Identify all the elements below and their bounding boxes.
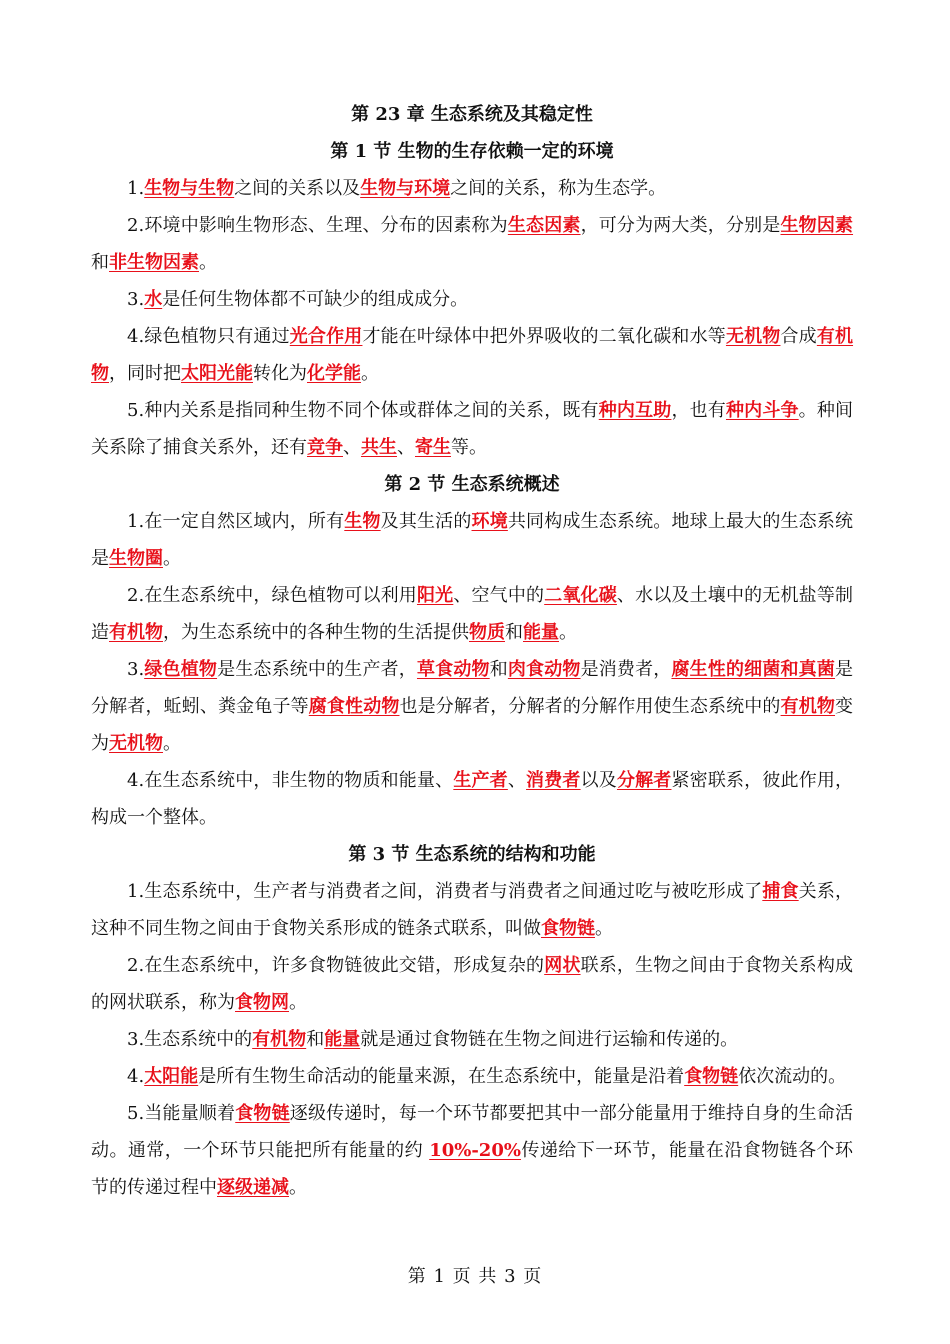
text-run: 4.在生态系统中，非生物的物质和能量、 <box>127 770 454 791</box>
text-run: 、 <box>507 770 527 791</box>
keyword-answer: 环境 <box>471 511 508 532</box>
keyword-answer: 腐生性的细菌和真菌 <box>671 659 836 680</box>
keyword-answer: 逐级递减 <box>217 1177 289 1198</box>
list-item <box>91 873 853 947</box>
list-item <box>91 1095 853 1206</box>
text-run: 3. <box>127 659 145 680</box>
keyword-answer: 分解者 <box>616 770 672 791</box>
keyword-answer: 生物圈 <box>109 548 163 569</box>
keyword-answer: 化学能 <box>307 363 361 384</box>
text-run: 1.生态系统中，生产者与消费者之间，消费者与消费者之间通过吃与被吃形成了 <box>127 881 763 902</box>
keyword-answer: 生物因素 <box>780 215 854 236</box>
text-run: 关系，这种不同生物之间由于食物关系形成的链条式联系，叫做 <box>91 881 854 939</box>
keyword-answer: 食物链 <box>684 1066 739 1087</box>
text-run: 是生态系统中的生产者， <box>217 659 417 680</box>
text-run: ，也有 <box>671 400 726 421</box>
text-run: 3. <box>127 289 145 310</box>
list-item <box>91 1021 853 1058</box>
text-run: 、 <box>343 437 361 458</box>
text-run: 2.在生态系统中，绿色植物可以利用 <box>127 585 417 606</box>
keyword-answer: 阳光 <box>416 585 454 606</box>
keyword-answer: 寄生 <box>415 437 451 458</box>
keyword-answer: 无机物 <box>725 326 781 347</box>
section-title: 第 3 节 生态系统的结构和功能 <box>348 844 596 865</box>
text-run: 5.当能量顺着 <box>127 1103 236 1124</box>
chapter-title: 第 23 章 生态系统及其稳定性 <box>351 104 593 125</box>
keyword-answer: 光合作用 <box>289 326 363 347</box>
text-run: 才能在叶绿体中把外界吸收的二氧化碳和水等 <box>362 326 726 347</box>
text-run: 2.环境中影响生物形态、生理、分布的因素称为 <box>127 215 508 236</box>
page-footer: 第 1 页 共 3 页 <box>407 1266 543 1287</box>
list-item <box>91 281 853 318</box>
text-run: 是消费者， <box>580 659 672 680</box>
keyword-answer: 水 <box>144 289 163 310</box>
text-run: 就是通过食物链在生物之间进行运输和传递的。 <box>360 1029 739 1050</box>
list-item <box>91 503 853 577</box>
list-item <box>91 762 853 836</box>
text-run: 和 <box>489 659 508 680</box>
text-run: 依次流动的。 <box>738 1066 847 1087</box>
text-run: 等。 <box>451 437 487 458</box>
text-run: 。 <box>595 918 613 939</box>
keyword-answer: 有机物 <box>252 1029 307 1050</box>
text-run: 和 <box>505 622 523 643</box>
keyword-answer: 食物链 <box>541 918 595 939</box>
text-run: 、空气中的 <box>453 585 545 606</box>
text-run: 合成 <box>780 326 817 347</box>
keyword-answer: 绿色植物 <box>144 659 218 680</box>
keyword-answer: 种内互助 <box>598 400 672 421</box>
keyword-answer: 腐食性动物 <box>308 696 400 717</box>
keyword-answer: 网状 <box>544 955 581 976</box>
keyword-answer: 能量 <box>523 622 559 643</box>
text-run: 是分解者，蚯蚓、粪金龟子等 <box>91 659 854 717</box>
keyword-answer: 肉食动物 <box>507 659 581 680</box>
keyword-answer: 生物 <box>344 511 381 532</box>
keyword-answer: 无机物 <box>109 733 163 754</box>
keyword-answer: 食物网 <box>235 992 289 1013</box>
text-run: 变为 <box>91 696 854 754</box>
text-run: 之间的关系，称为生态学。 <box>450 178 667 199</box>
keyword-answer: 生态因素 <box>507 215 581 236</box>
text-run: ，为生态系统中的各种生物的生活提供 <box>163 622 469 643</box>
keyword-answer: 捕食 <box>762 881 799 902</box>
keyword-answer: 物质 <box>469 622 505 643</box>
text-run: 逐级传递时，每一个环节都要把其中一部分能量用于维持自身的生命活动。通常，一个环节只能把所有能量的约 <box>91 1103 854 1161</box>
keyword-answer: 10%-20% <box>429 1140 521 1161</box>
text-run: 。 <box>361 363 379 384</box>
text-run: 1. <box>127 178 145 199</box>
keyword-answer: 太阳能 <box>144 1066 199 1087</box>
section-title: 第 2 节 生态系统概述 <box>384 474 560 495</box>
text-run: 及其生活的 <box>380 511 472 532</box>
keyword-answer: 有机物 <box>780 696 836 717</box>
keyword-answer: 消费者 <box>526 770 581 791</box>
text-run: 转化为 <box>253 363 307 384</box>
text-run: 也是分解者，分解者的分解作用使生态系统中的 <box>399 696 781 717</box>
text-run: 3.生态系统中的 <box>127 1029 253 1050</box>
keyword-answer: 竞争 <box>307 437 343 458</box>
keyword-answer: 食物链 <box>235 1103 290 1124</box>
text-run: 。种间关系除了捕食关系外，还有 <box>91 400 854 458</box>
text-run: 是任何生物体都不可缺少的组成成分。 <box>162 289 469 310</box>
text-run: 。 <box>559 622 577 643</box>
text-run: 。 <box>163 733 181 754</box>
text-run: 紧密联系，彼此作用，构成一个整体。 <box>91 770 854 828</box>
keyword-answer: 有机物 <box>109 622 163 643</box>
text-run: 。 <box>199 252 217 273</box>
keyword-answer: 草食动物 <box>416 659 490 680</box>
list-item <box>91 207 853 281</box>
text-run: 联系，生物之间由于食物关系构成的网状联系，称为 <box>91 955 854 1013</box>
keyword-answer: 生物与生物 <box>144 178 235 199</box>
keyword-answer: 有机物 <box>91 326 854 384</box>
text-run: 是所有生物生命活动的能量来源，在生态系统中，能量是沿着 <box>198 1066 685 1087</box>
section-title: 第 1 节 生物的生存依赖一定的环境 <box>330 141 614 162</box>
text-run: 5.种内关系是指同种生物不同个体或群体之间的关系，既有 <box>127 400 599 421</box>
text-run: 。 <box>289 992 307 1013</box>
text-run: 。 <box>289 1177 307 1198</box>
list-item <box>91 318 853 392</box>
document-page <box>91 96 853 1206</box>
text-run: 、水以及土壤中的无机盐等制造 <box>91 585 854 643</box>
text-run: ，同时把 <box>109 363 181 384</box>
text-run: 。 <box>163 548 181 569</box>
keyword-answer: 二氧化碳 <box>544 585 617 606</box>
keyword-answer: 能量 <box>324 1029 361 1050</box>
text-run: 共同构成生态系统。地球上最大的生态系统是 <box>91 511 854 569</box>
text-run: ，可分为两大类，分别是 <box>580 215 781 236</box>
text-run: 1.在一定自然区域内，所有 <box>127 511 345 532</box>
list-item <box>91 947 853 1021</box>
list-item <box>91 577 853 651</box>
text-run: 4. <box>127 1066 145 1087</box>
text-run: 2.在生态系统中，许多食物链彼此交错，形成复杂的 <box>127 955 545 976</box>
text-run: 和 <box>306 1029 325 1050</box>
list-item <box>91 392 853 466</box>
text-run: 传递给下一环节，能量在沿食物链各个环节的传递过程中 <box>91 1140 853 1198</box>
text-run: 以及 <box>580 770 617 791</box>
list-item <box>91 1058 853 1095</box>
text-run: 4.绿色植物只有通过 <box>127 326 290 347</box>
list-item <box>91 170 853 207</box>
keyword-answer: 太阳光能 <box>181 363 253 384</box>
text-run: 、 <box>397 437 415 458</box>
text-run: 之间的关系以及 <box>234 178 361 199</box>
keyword-answer: 共生 <box>361 437 397 458</box>
text-run: 和 <box>91 252 109 273</box>
sections-container <box>91 133 853 1206</box>
keyword-answer: 种内斗争 <box>725 400 799 421</box>
keyword-answer: 非生物因素 <box>109 252 199 273</box>
list-item <box>91 651 853 762</box>
keyword-answer: 生产者 <box>453 770 508 791</box>
keyword-answer: 生物与环境 <box>360 178 451 199</box>
